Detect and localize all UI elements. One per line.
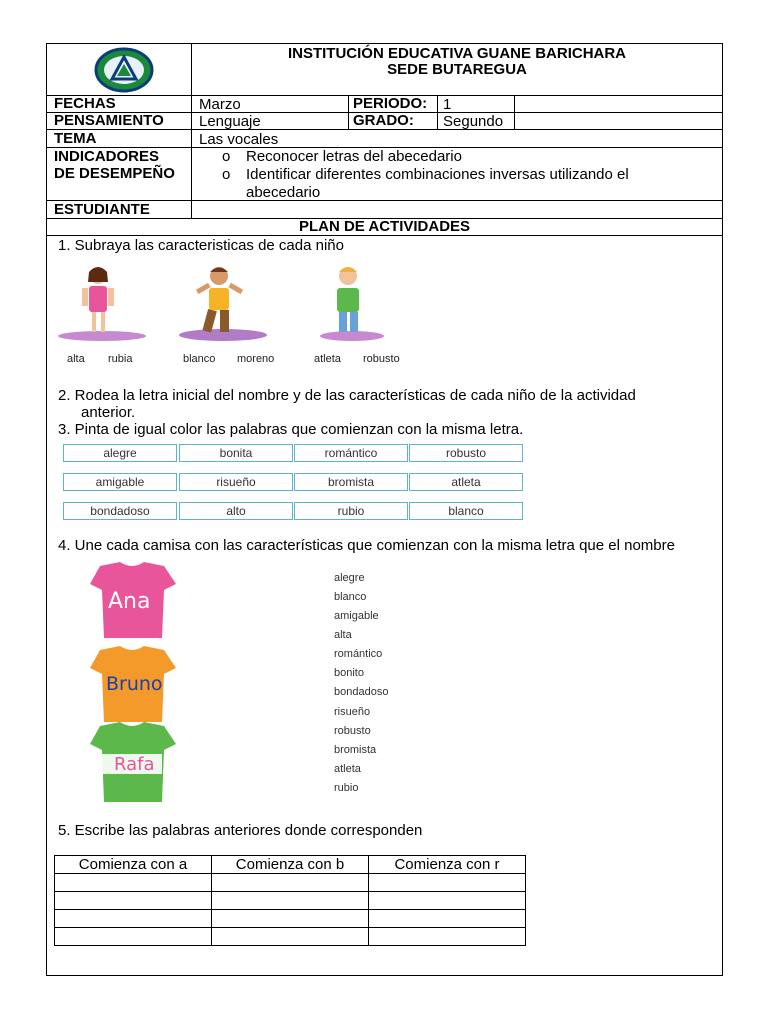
match-word: blanco: [334, 591, 367, 603]
activity-2-cont: anterior.: [81, 404, 136, 421]
answer-cell[interactable]: [212, 874, 369, 892]
indicador-2: Identificar diferentes combinaciones inversas utilizando el: [246, 166, 629, 183]
answer-table: [54, 855, 526, 946]
grid-line: [348, 95, 349, 130]
match-word: risueño: [334, 706, 371, 718]
activity-5: 5. Escribe las palabras anteriores donde corresponden: [58, 822, 423, 839]
institution-name: INSTITUCIÓN EDUCATIVA GUANE BARICHARA: [287, 45, 627, 62]
estudiante-label: ESTUDIANTE: [54, 201, 150, 218]
grado-value: Segundo: [443, 113, 504, 130]
tema-value: Las vocales: [199, 131, 279, 148]
match-word: amigable: [334, 610, 379, 622]
answer-cell[interactable]: [369, 892, 526, 910]
match-word: alta: [334, 629, 352, 641]
answer-cell[interactable]: [212, 910, 369, 928]
kid-trait-label: blanco: [183, 353, 216, 365]
answer-cell[interactable]: [55, 892, 212, 910]
kid-trait-label: rubia: [108, 353, 133, 365]
activity-3: 3. Pinta de igual color las palabras que comienzan con la misma letra.: [58, 421, 524, 438]
grid-line: [46, 129, 723, 130]
word-box: alto: [179, 502, 293, 520]
bullet: o: [222, 148, 231, 165]
grid-line: [514, 95, 515, 130]
word-box: amigable: [63, 473, 177, 491]
word-box: risueño: [179, 473, 293, 491]
match-word: bonito: [334, 667, 364, 679]
match-word: rubio: [334, 782, 359, 794]
activity-1: 1. Subraya las caracteristicas de cada niño: [58, 237, 344, 254]
kids-illustration: [56, 262, 416, 346]
activity-4: 4. Une cada camisa con las características que comienzan con la misma letra que el nombre: [58, 537, 675, 554]
kid-trait-label: alta: [67, 353, 85, 365]
pensamiento-label: PENSAMIENTO: [54, 112, 164, 129]
grid-line: [46, 235, 723, 236]
word-box: bonita: [179, 444, 293, 462]
word-box: bondadoso: [63, 502, 177, 520]
match-word: romántico: [334, 648, 383, 660]
word-box: rubio: [294, 502, 408, 520]
kid-trait-label: moreno: [237, 353, 275, 365]
grado-label: GRADO:: [353, 112, 414, 129]
word-box: bromista: [294, 473, 408, 491]
activity-2: 2. Rodea la letra inicial del nombre y de las características de cada niño de la actividad: [58, 387, 636, 404]
sede-name: SEDE BUTAREGUA: [387, 61, 527, 78]
fechas-label: FECHAS: [54, 95, 116, 112]
answer-cell[interactable]: [55, 910, 212, 928]
fechas-value: Marzo: [199, 96, 241, 113]
tema-label: TEMA: [54, 130, 97, 147]
table-header: Comienza con b: [212, 856, 369, 874]
table-header: Comienza con a: [55, 856, 212, 874]
answer-cell[interactable]: [212, 892, 369, 910]
pensamiento-value: Lenguaje: [199, 113, 261, 130]
word-box: romántico: [294, 444, 408, 462]
school-crest-logo: [94, 47, 154, 93]
periodo-value: 1: [443, 96, 452, 113]
answer-cell[interactable]: [369, 910, 526, 928]
shirt-name: Ana: [108, 589, 151, 614]
answer-cell[interactable]: [212, 928, 369, 946]
word-box: alegre: [63, 444, 177, 462]
shirt-name: Rafa: [114, 754, 155, 775]
shirt-name: Bruno: [106, 673, 163, 695]
grid-line: [437, 95, 438, 130]
word-box: blanco: [409, 502, 523, 520]
indicadores-label: INDICADORES: [54, 148, 160, 165]
plan-title: PLAN DE ACTIVIDADES: [298, 218, 471, 235]
indicador-1: Reconocer letras del abecedario: [246, 148, 462, 165]
kid-trait-label: robusto: [363, 353, 400, 365]
match-word: bondadoso: [334, 686, 389, 698]
word-box: atleta: [409, 473, 523, 491]
indicador-2-cont: abecedario: [246, 184, 321, 201]
kid-trait-label: atleta: [314, 353, 341, 365]
answer-cell[interactable]: [55, 928, 212, 946]
match-word: robusto: [334, 725, 371, 737]
indicadores-label: DE DESEMPEÑO: [54, 165, 175, 182]
match-word: bromista: [334, 744, 377, 756]
match-word: alegre: [334, 572, 365, 584]
periodo-label: PERIODO:: [353, 95, 428, 112]
answer-cell[interactable]: [55, 874, 212, 892]
bullet: o: [222, 166, 231, 183]
table-header: Comienza con r: [369, 856, 526, 874]
answer-cell[interactable]: [369, 928, 526, 946]
answer-cell[interactable]: [369, 874, 526, 892]
match-word: atleta: [334, 763, 361, 775]
word-box: robusto: [409, 444, 523, 462]
